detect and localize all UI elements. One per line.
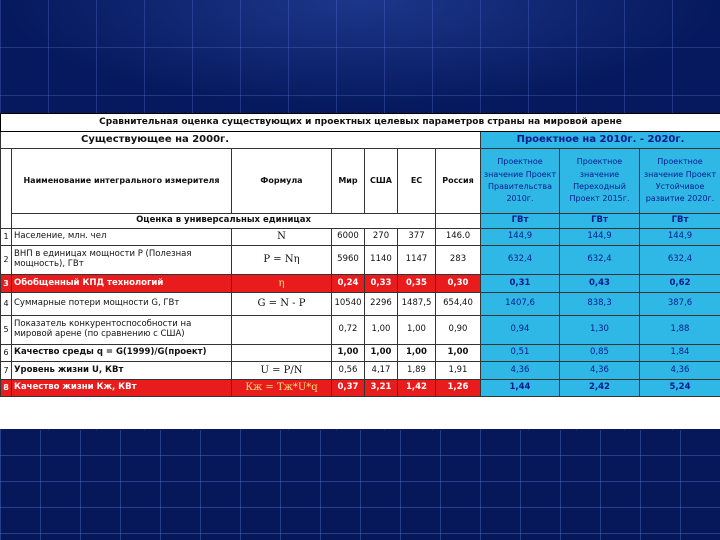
row-formula — [232, 345, 332, 362]
header-project-2010: Проектное значение Проект Правительства 2010г. — [481, 149, 560, 214]
cell-russia: 0,90 — [436, 316, 481, 345]
row-name: Обобщенный КПД технологий — [12, 275, 232, 293]
cell-eu: 1,89 — [398, 362, 436, 380]
row-formula: P = Nη — [232, 246, 332, 275]
cell-proj-2020: 5,24 — [640, 380, 720, 397]
row-name: Качество жизни Кж, КВт — [12, 380, 232, 397]
units-label: Оценка в универсальных единицах — [12, 214, 436, 229]
cell-world: 0,24 — [332, 275, 365, 293]
row-index: 8 — [1, 380, 12, 397]
row-index: 2 — [1, 246, 12, 275]
index-header — [1, 149, 12, 229]
cell-russia: 0,30 — [436, 275, 481, 293]
row-name: Качество среды q = G(1999)/G(проект) — [12, 345, 232, 362]
cell-eu: 377 — [398, 229, 436, 246]
header-project-2015: Проектное значение Переходный Проект 2015г. — [560, 149, 640, 214]
cell-proj-2020: 632,4 — [640, 246, 720, 275]
row-index: 6 — [1, 345, 12, 362]
cell-usa: 0,33 — [365, 275, 398, 293]
cell-proj-2020: 144,9 — [640, 229, 720, 246]
cell-proj-2020: 0,62 — [640, 275, 720, 293]
cell-proj-2010: 1,44 — [481, 380, 560, 397]
cell-usa: 3,21 — [365, 380, 398, 397]
row-formula — [232, 316, 332, 345]
unit-label-2015: ГВт — [560, 214, 640, 229]
header-formula: Формула — [232, 149, 332, 214]
table-row — [1, 362, 720, 380]
header-usa: США — [365, 149, 398, 214]
cell-proj-2010: 144,9 — [481, 229, 560, 246]
cell-usa: 2296 — [365, 293, 398, 316]
row-formula: η — [232, 275, 332, 293]
cell-proj-2015: 838,3 — [560, 293, 640, 316]
cell-eu: 1487,5 — [398, 293, 436, 316]
row-formula: G = N - P — [232, 293, 332, 316]
row-index: 7 — [1, 362, 12, 380]
cell-proj-2010: 4,36 — [481, 362, 560, 380]
cell-usa: 1,00 — [365, 316, 398, 345]
background-bottom — [0, 430, 720, 540]
row-name: ВНП в единицах мощности P (Полезная мощность), ГВт — [12, 246, 232, 275]
cell-eu: 1,00 — [398, 345, 436, 362]
cell-eu: 1,42 — [398, 380, 436, 397]
cell-proj-2015: 1,30 — [560, 316, 640, 345]
cell-russia: 146.0 — [436, 229, 481, 246]
row-index: 3 — [1, 275, 12, 293]
cell-proj-2010: 1407,6 — [481, 293, 560, 316]
cell-world: 1,00 — [332, 345, 365, 362]
table-row — [1, 246, 720, 275]
cell-usa: 1140 — [365, 246, 398, 275]
row-formula: U = P/N — [232, 362, 332, 380]
units-empty-cell — [436, 214, 481, 229]
cell-eu: 1,00 — [398, 316, 436, 345]
table-row — [1, 293, 720, 316]
cell-proj-2020: 387,6 — [640, 293, 720, 316]
cell-usa: 4,17 — [365, 362, 398, 380]
cell-proj-2015: 2,42 — [560, 380, 640, 397]
row-index: 1 — [1, 229, 12, 246]
table-title: Сравнительная оценка существующих и проектных целевых параметров страны на мировой арене — [1, 114, 720, 132]
cell-proj-2020: 1,84 — [640, 345, 720, 362]
cell-world: 5960 — [332, 246, 365, 275]
table-row — [1, 345, 720, 362]
cell-world: 0,56 — [332, 362, 365, 380]
row-name: Суммарные потери мощности G, ГВт — [12, 293, 232, 316]
table-row-highlighted — [1, 380, 720, 397]
cell-world: 0,72 — [332, 316, 365, 345]
cell-proj-2020: 1,88 — [640, 316, 720, 345]
background-top — [0, 0, 720, 110]
cell-usa: 1,00 — [365, 345, 398, 362]
cell-eu: 0,35 — [398, 275, 436, 293]
cell-world: 10540 — [332, 293, 365, 316]
spreadsheet-table-area — [0, 113, 720, 429]
header-eu: ЕС — [398, 149, 436, 214]
row-index: 5 — [1, 316, 12, 345]
row-name: Население, млн. чел — [12, 229, 232, 246]
row-formula: Кж = Τж*U*q — [232, 380, 332, 397]
unit-label-2020: ГВт — [640, 214, 720, 229]
table-row — [1, 229, 720, 246]
cell-proj-2010: 0,51 — [481, 345, 560, 362]
cell-proj-2015: 144,9 — [560, 229, 640, 246]
row-formula: N — [232, 229, 332, 246]
header-world: Мир — [332, 149, 365, 214]
cell-russia: 1,00 — [436, 345, 481, 362]
cell-russia: 1,26 — [436, 380, 481, 397]
cell-proj-2010: 0,94 — [481, 316, 560, 345]
cell-russia: 654,40 — [436, 293, 481, 316]
table-row — [1, 316, 720, 345]
project-title: Проектное на 2010г. - 2020г. — [481, 132, 720, 149]
cell-russia: 1,91 — [436, 362, 481, 380]
comparison-table — [0, 113, 720, 397]
cell-russia: 283 — [436, 246, 481, 275]
header-russia: Россия — [436, 149, 481, 214]
cell-eu: 1147 — [398, 246, 436, 275]
cell-world: 6000 — [332, 229, 365, 246]
cell-proj-2020: 4,36 — [640, 362, 720, 380]
row-name: Показатель конкурентоспособности на мировой арене (по сравнению с США) — [12, 316, 232, 345]
cell-proj-2015: 0,85 — [560, 345, 640, 362]
row-index: 4 — [1, 293, 12, 316]
cell-proj-2015: 0,43 — [560, 275, 640, 293]
cell-proj-2010: 0,31 — [481, 275, 560, 293]
header-name: Наименование интегрального измерителя — [12, 149, 232, 214]
cell-proj-2015: 632,4 — [560, 246, 640, 275]
table-row-highlighted — [1, 275, 720, 293]
cell-usa: 270 — [365, 229, 398, 246]
cell-world: 0,37 — [332, 380, 365, 397]
cell-proj-2015: 4,36 — [560, 362, 640, 380]
cell-proj-2010: 632,4 — [481, 246, 560, 275]
row-name: Уровень жизни U, КВт — [12, 362, 232, 380]
unit-label-2010: ГВт — [481, 214, 560, 229]
existing-title: Существующее на 2000г. — [1, 132, 481, 149]
header-project-2020: Проектное значение Проект Устойчивое развитие 2020г. — [640, 149, 720, 214]
